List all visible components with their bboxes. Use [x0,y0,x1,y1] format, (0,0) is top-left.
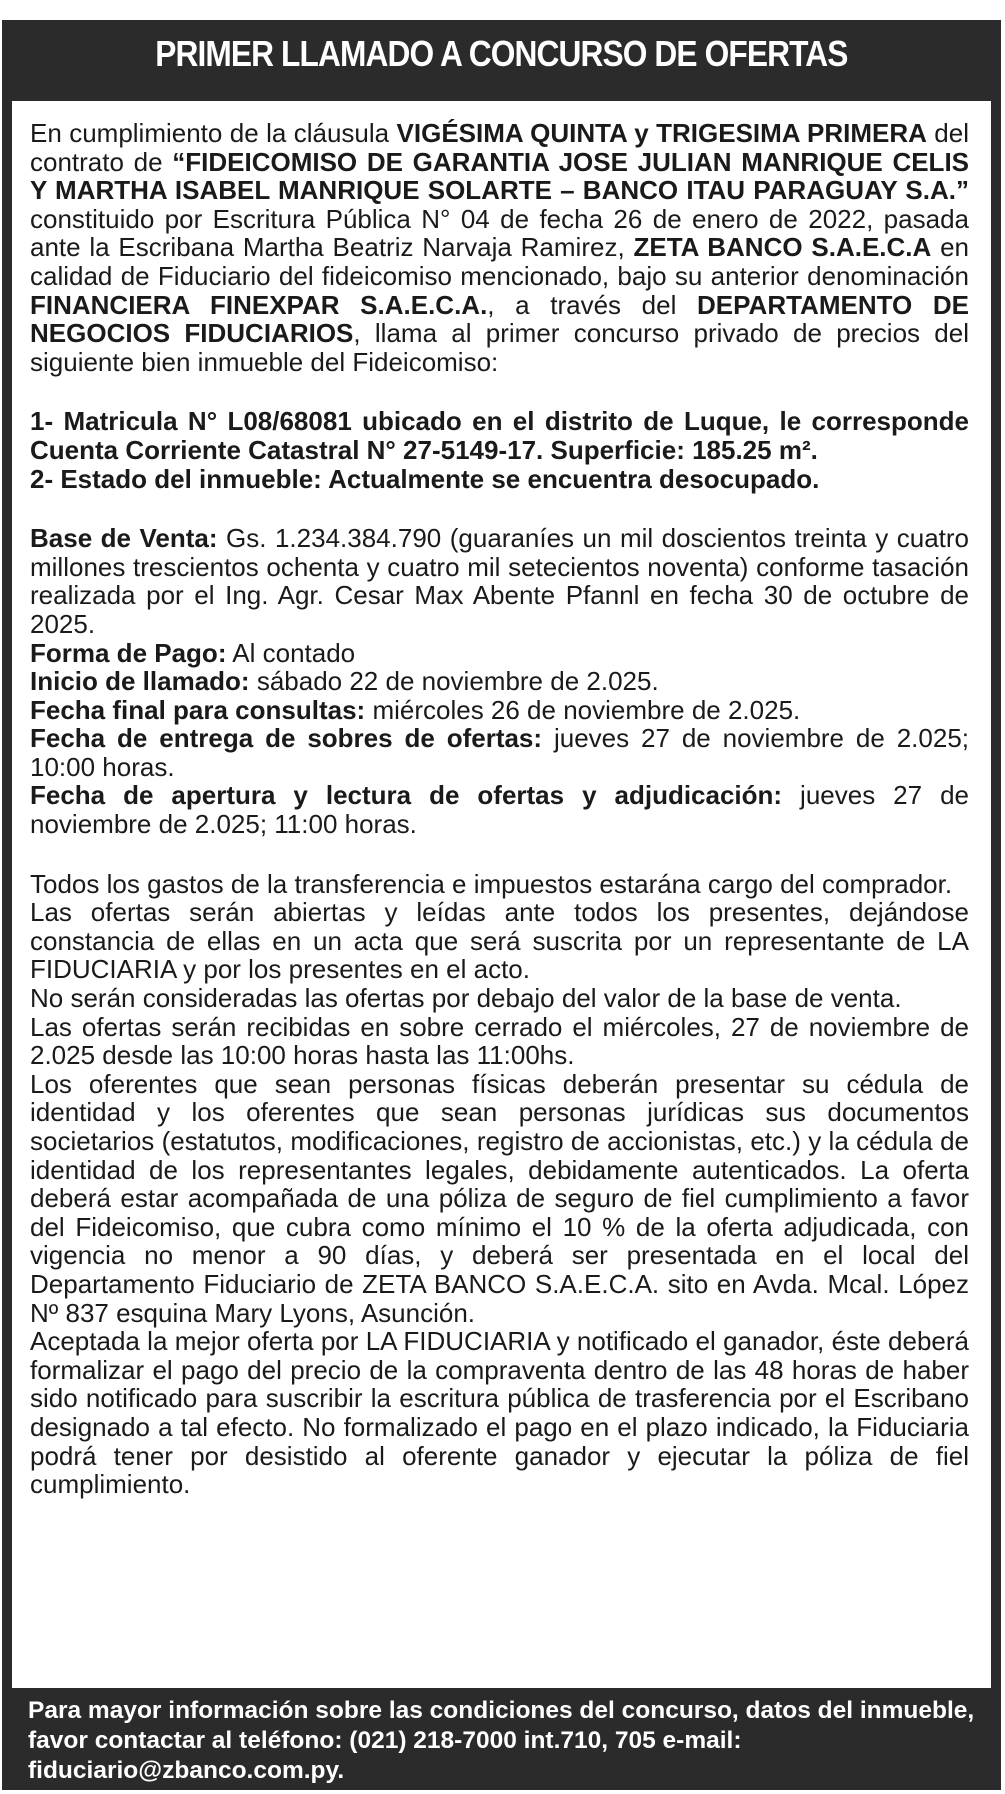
detail-label: Base de Venta: [30,523,218,554]
intro-department: DEPARTAMENTO DE NEGOCIOS FIDUCIARIOS [30,289,969,349]
property-item-1 [30,407,969,464]
detail-value: jueves 27 de noviembre de 2.025; 10:00 horas. [30,723,970,782]
property-item-2-text: 2- Estado del inmueble: Actualmente se encuentra desocupado. [30,463,820,494]
condition-adjudicacion: Aceptada la mejor oferta por LA FIDUCIARIA y notificado el ganador, éste deberá formalizar el pago del precio de la compraventa dentro de las 48 horas de haber sido notificado para suscribir la escritura pública de trasferencia por el Escribano designado a tal efecto. No formalizado el pago en el plazo indicado, la Fiduciaria podrá tener por desistido al oferente ganador y ejecutar la póliza de fiel cumplimiento. [30,1326,969,1500]
intro-text-4: en calidad de Fiduciario del fideicomiso mencionado, bajo su anterior denominación [30,232,969,291]
detail-label: Fecha final para consultas: [30,694,366,725]
notice-frame [2,20,1001,1790]
detail-value: Gs. 1.234.384.790 (guaraníes un mil doscientos treinta y cuatro millones trescientos ochenta y cuatro mil setecientos noventa) conforme tasación realizada por el Ing. Agr. Cesar Max Abente Pfannl en fecha 30 de octubre de 2025. [30,523,969,639]
property-item-1-text: 1- Matricula N° L08/68081 ubicado en el distrito de Luque, le corresponde Cuenta Corriente Catastral N° 27-5149-17. Superficie: 185.25 m². [30,406,969,465]
detail-label: Fecha de apertura y lectura de ofertas y adjudicación: [30,780,783,811]
detail-base-venta [30,524,969,638]
notice-body [12,101,991,1688]
detail-value: jueves 27 de noviembre de 2.025; 11:00 horas. [30,780,969,840]
condition-recepcion: Las ofertas serán recibidas en sobre cerrado el miércoles, 27 de noviembre de 2.025 desde las 10:00 horas hasta las 11:00hs. [30,1011,969,1071]
detail-entrega [30,724,969,781]
condition-apertura: Las ofertas serán abiertas y leídas ante todos los presentes, dejándose constancia de ellas en un acta que será suscrita por un representante de LA FIDUCIARIA y por los presentes en el acto. [30,897,969,985]
detail-label: Fecha de entrega de sobres de ofertas: [30,723,543,754]
detail-value: Al contado [226,637,356,668]
intro-trust-name: “FIDEICOMISO DE GARANTIA JOSE JULIAN MANRIQUE CELIS Y MARTHA ISABEL MANRIQUE SOLARTE – BANCO ITAU PARAGUAY S.A.” [30,146,970,206]
detail-label: Forma de Pago: [30,637,227,668]
intro-text-2: del contrato de [30,118,970,177]
contact-footer: Para mayor información sobre las condiciones del concurso, datos del inmueble, favor contactar al teléfono: (021) 218-7000 int.710, 705 e-mail: fiduciario@zbanco.com.py. [28,1697,975,1784]
detail-consultas [30,696,969,725]
notice-title-text: PRIMER LLAMADO A CONCURSO DE OFERTAS [155,33,848,74]
detail-value: sábado 22 de noviembre de 2.025. [249,666,659,697]
detail-forma-pago [30,639,969,668]
property-item-2 [30,465,969,494]
intro-text-6: , llama al primer concurso privado de precios del siguiente bien inmueble del Fideicomiso: [30,318,969,377]
intro-text-1: En cumplimiento de la cláusula [30,118,397,148]
condition-base: No serán consideradas las ofertas por debajo del valor de la base de venta. [30,983,902,1014]
intro-former-name: FINANCIERA FINEXPAR S.A.E.C.A. [30,289,488,320]
detail-label: Inicio de llamado: [30,666,250,697]
intro-text-5: , a través del [487,289,698,320]
detail-value: miércoles 26 de noviembre de 2.025. [365,694,801,725]
condition-gastos: Todos los gastos de la transferencia e impuestos estarána cargo del comprador. [30,868,953,899]
intro-clauses: VIGÉSIMA QUINTA y TRIGESIMA PRIMERA [396,118,927,148]
detail-inicio [30,667,969,696]
intro-text-3: constituido por Escritura Pública N° 04 de fecha 26 de enero de 2022, pasada ante la Escribana Martha Beatriz Narvaja Ramirez, [30,203,969,263]
detail-apertura [30,781,969,838]
notice-title [2,20,1001,88]
intro-paragraph [30,119,969,376]
condition-documentos: Los oferentes que sean personas físicas deberán presentar su cédula de identidad y los oferentes que sean personas jurídicas sus documentos societarios (estatutos, modificaciones, registro de accionistas, etc.) y la cédula de identidad de los representantes legales, debidamente autenticados. La oferta deberá estar acompañada de una póliza de seguro de fiel cumplimiento a favor del Fideicomiso, que cubra como mínimo el 10 % de la oferta adjudicada, con vigencia no menor a 90 días, y deberá ser presentada en el local del Departamento Fiduciario de ZETA BANCO S.A.E.C.A. sito en Avda. Mcal. López Nº 837 esquina Mary Lyons, Asunción. [30,1068,969,1328]
intro-bank-name: ZETA BANCO S.A.E.C.A [633,232,932,263]
